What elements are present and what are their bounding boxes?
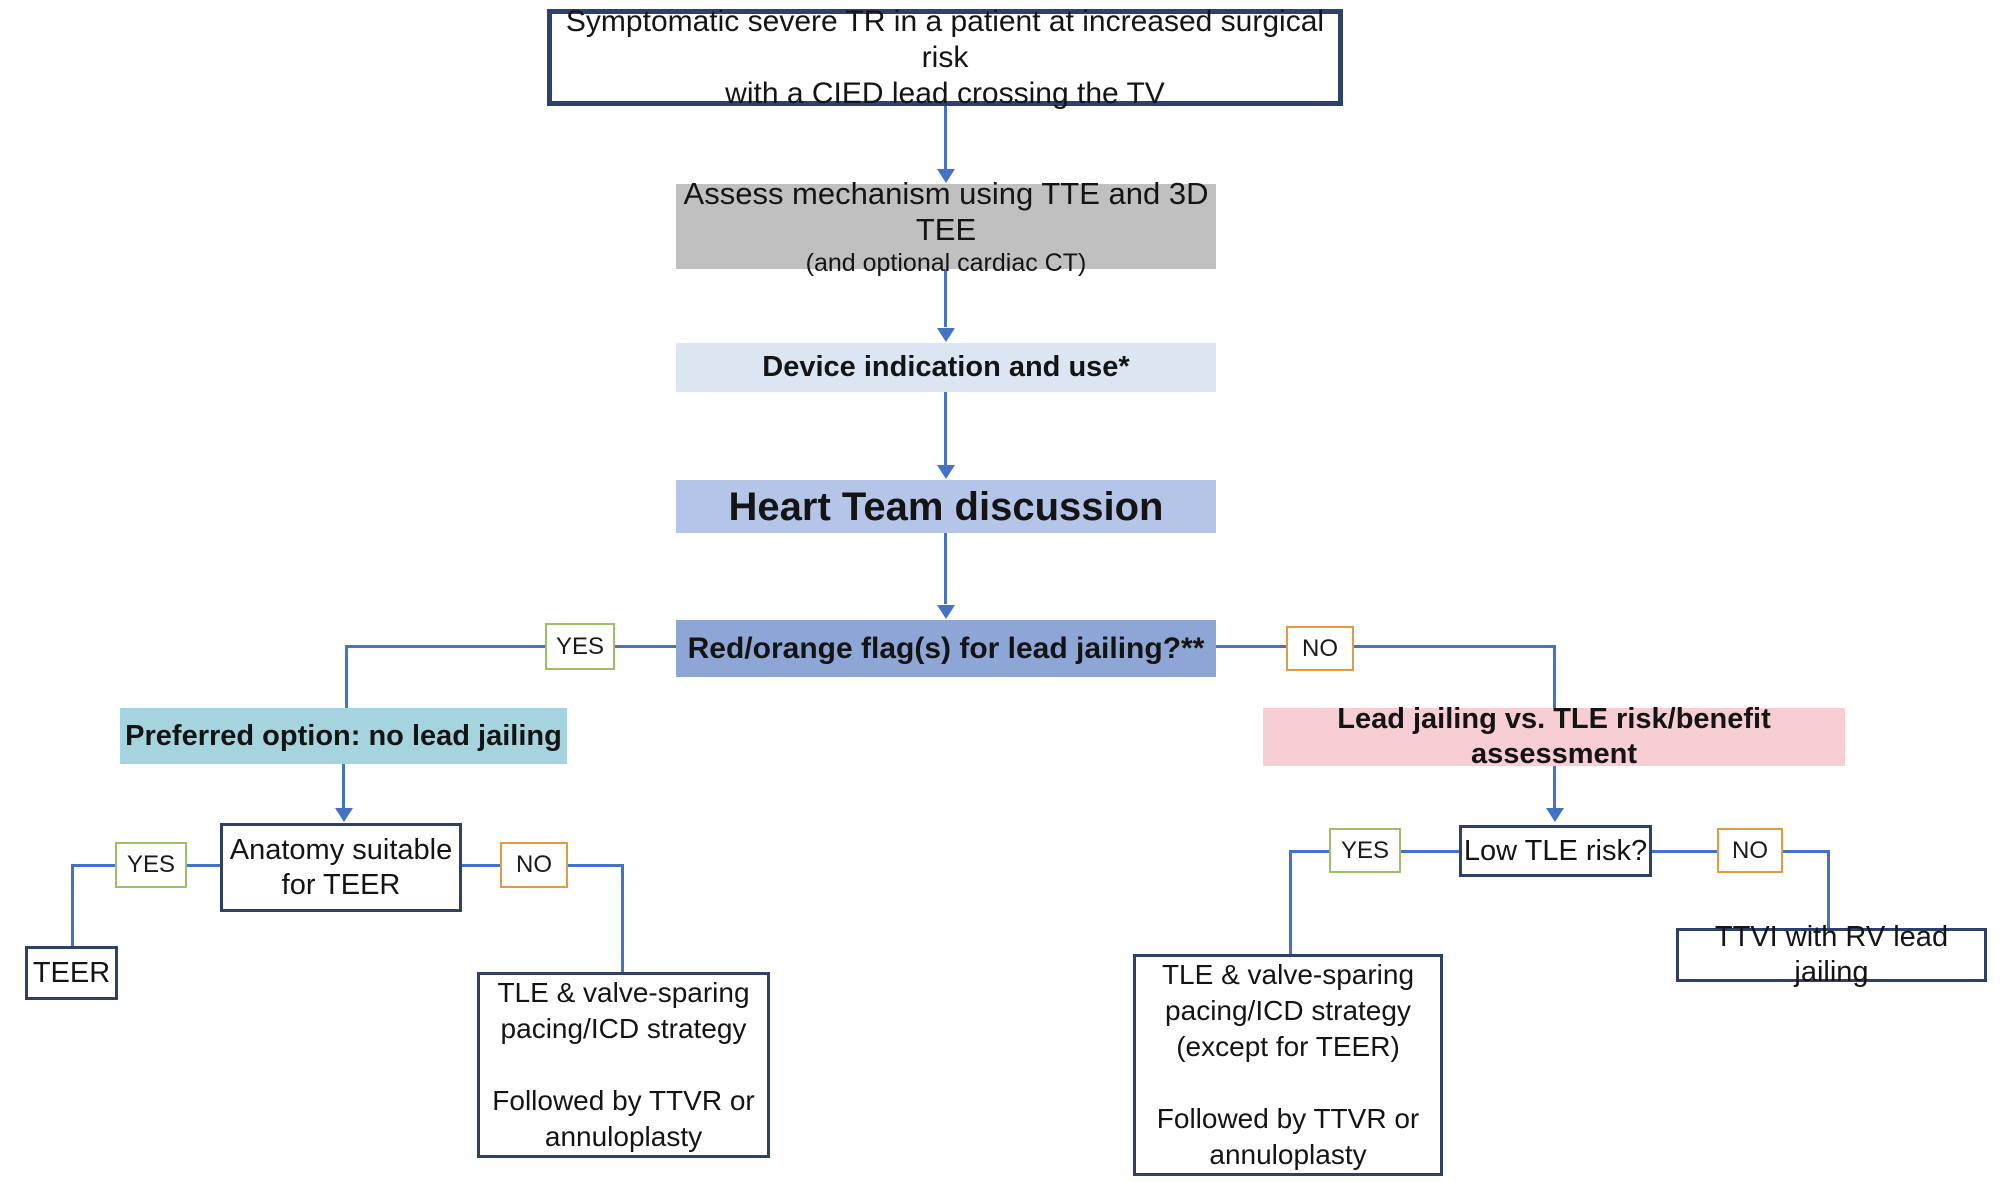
- node-text-line: pacing/ICD strategy: [500, 1013, 747, 1044]
- node-tle-strategy-right: [1133, 954, 1443, 1176]
- connector-line: [944, 392, 947, 465]
- node-text-line: Low TLE risk?: [1463, 834, 1648, 867]
- node-text-line: Device indication and use*: [762, 351, 1130, 384]
- arrow-down-icon: [937, 328, 955, 342]
- node-text-line: Symptomatic severe TR in a patient at increased surgical risk: [565, 4, 1325, 74]
- node-text-line: (and optional cardiac CT): [805, 248, 1087, 277]
- connector-line: [1553, 645, 1556, 708]
- node-text-line: TTVI with RV lead jailing: [1714, 921, 1949, 988]
- connector-line: [944, 106, 947, 170]
- yes-label-text: YES: [126, 851, 176, 878]
- node-assess-mechanism: [676, 175, 1216, 277]
- connector-line: [1827, 850, 1830, 928]
- node-heart-team-discussion: [676, 480, 1216, 533]
- node-text-line: Followed by TTVR or: [492, 1085, 755, 1116]
- no-label-text: NO: [516, 851, 552, 878]
- node-text-line: Lead jailing vs. TLE risk/benefit assessment: [1337, 703, 1771, 770]
- connector-line: [1289, 850, 1292, 954]
- node-text-line: Heart Team discussion: [728, 484, 1164, 529]
- node-text-line: with a CIED lead crossing the TV: [725, 76, 1165, 110]
- connector-line: [345, 645, 676, 648]
- label-yes-anatomy: [115, 842, 187, 888]
- node-text-line: (except for TEER): [1176, 1031, 1400, 1062]
- arrow-down-icon: [1546, 808, 1564, 822]
- connector-line: [342, 764, 345, 808]
- connector-line: [944, 269, 947, 327]
- node-tle-strategy-left: [477, 972, 770, 1158]
- node-teer: [25, 946, 118, 1000]
- node-risk-benefit-assessment: [1263, 703, 1845, 770]
- node-text-line: TLE & valve-sparing: [497, 977, 750, 1008]
- yes-label-text: YES: [555, 632, 605, 660]
- label-yes-flag-left: [545, 623, 615, 670]
- node-text-line: Followed by TTVR or: [1156, 1103, 1420, 1134]
- node-text-line: Preferred option: no lead jailing: [125, 719, 562, 752]
- node-text-line: annuloplasty: [1209, 1139, 1367, 1170]
- connector-line: [621, 864, 624, 972]
- no-label-text: NO: [1302, 634, 1338, 662]
- node-device-indication: [676, 343, 1216, 392]
- no-label-text: NO: [1732, 836, 1768, 864]
- node-low-tle-risk: [1459, 825, 1652, 877]
- arrow-down-icon: [335, 808, 353, 822]
- node-text-line: TEER: [32, 956, 111, 989]
- connector-line: [71, 864, 74, 946]
- connector-line: [944, 533, 947, 604]
- label-no-anatomy: [500, 842, 568, 888]
- node-text-line: Assess mechanism using TTE and 3D TEE: [683, 175, 1209, 247]
- node-anatomy-suitable: [220, 823, 462, 912]
- node-text-line: pacing/ICD strategy: [1165, 995, 1411, 1026]
- node-text-line: TLE & valve-sparing: [1161, 959, 1415, 990]
- label-no-flag-right: [1286, 626, 1354, 671]
- connector-line: [1553, 766, 1556, 808]
- connector-line: [1216, 645, 1556, 648]
- node-ttvi-lead-jailing: [1676, 921, 1987, 988]
- node-symptomatic-severe-tr: [547, 4, 1343, 110]
- label-yes-low-tle: [1329, 828, 1401, 873]
- yes-label-text: YES: [1340, 836, 1390, 864]
- node-text-line: annuloplasty: [544, 1121, 703, 1152]
- node-text-line: Anatomy suitable: [229, 833, 453, 866]
- label-no-low-tle: [1717, 828, 1783, 873]
- node-text-line: Red/orange flag(s) for lead jailing?**: [687, 631, 1205, 665]
- node-flag-question: [676, 620, 1216, 677]
- connector-line: [345, 645, 348, 708]
- arrow-down-icon: [937, 605, 955, 619]
- arrow-down-icon: [937, 465, 955, 479]
- node-preferred-option: [120, 708, 567, 764]
- node-text-line: for TEER: [281, 868, 401, 901]
